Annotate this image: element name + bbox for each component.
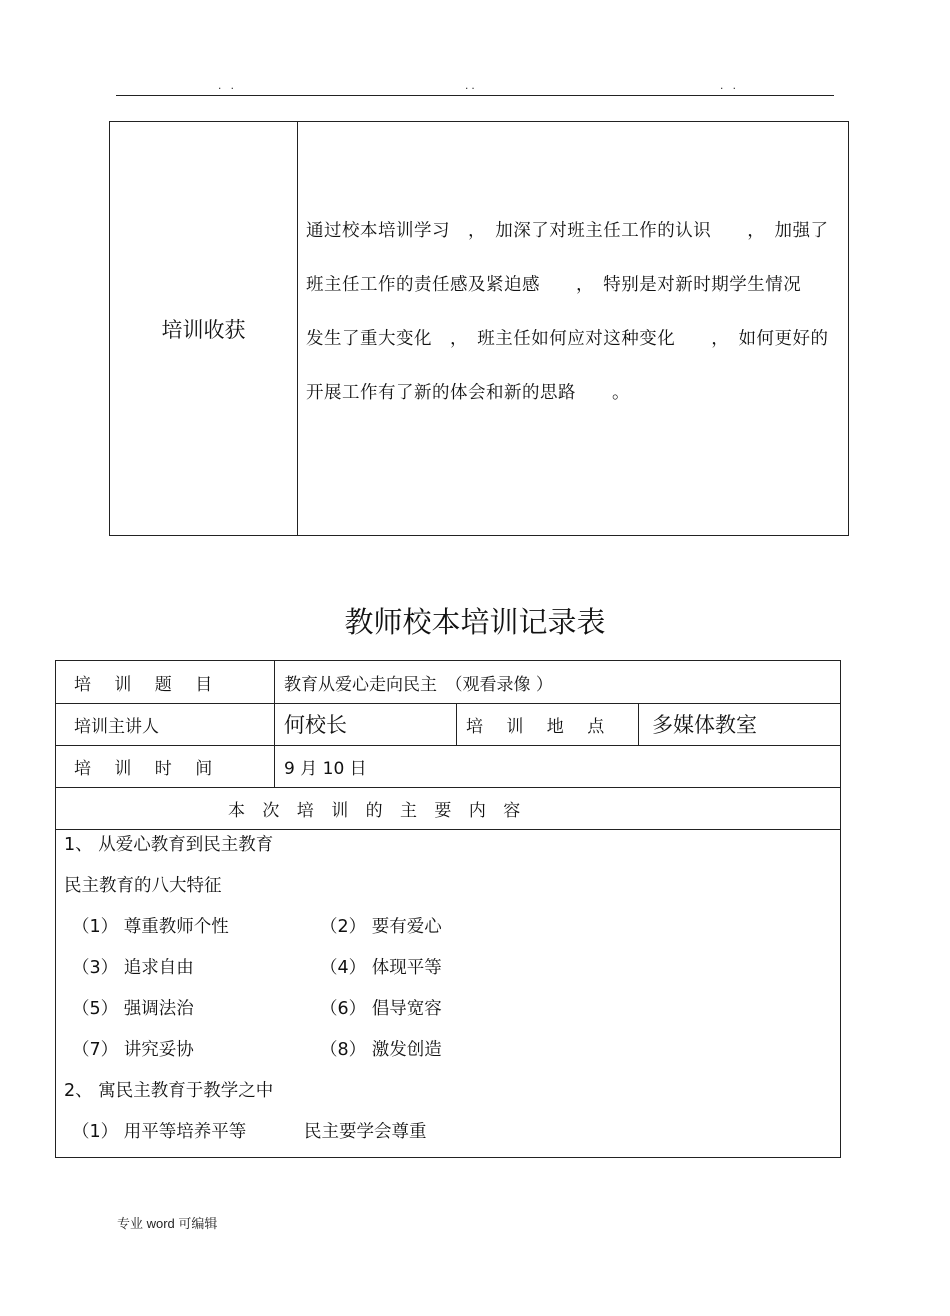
content-item-right: 民主要学会尊重 <box>304 1122 427 1142</box>
footer-note: 专业 word 可编辑 <box>117 1216 218 1231</box>
topic-label: 培 训 题 目 <box>74 674 222 695</box>
feature-item: （7） 讲究妥协 <box>72 1040 194 1060</box>
topic-value: 教育从爱心走向民主 （观看录像 ） <box>284 674 553 695</box>
training-result-line: 班主任工作的责任感及紧迫感 ， 特别是对新时期学生情况 <box>306 275 802 295</box>
time-label: 培 训 时 间 <box>74 758 222 779</box>
location-value: 多媒体教室 <box>652 713 757 737</box>
col-divider <box>274 661 275 787</box>
content-subheading: 民主教育的八大特征 <box>64 876 222 896</box>
location-label: 培 训 地 点 <box>466 716 614 737</box>
feature-item: （8） 激发创造 <box>320 1040 442 1060</box>
content-header: 本 次 培 训 的 主 要 内 容 <box>228 800 527 821</box>
content-heading-1: 1、 从爱心教育到民主教育 <box>64 835 274 855</box>
record-title: 教师校本培训记录表 <box>344 605 606 639</box>
row-divider <box>56 829 840 830</box>
training-result-line: 通过校本培训学习 ， 加深了对班主任工作的认识 ， 加强了 <box>306 221 829 241</box>
feature-item: （1） 尊重教师个性 <box>72 917 229 937</box>
feature-item: （6） 倡导宽容 <box>320 999 442 1019</box>
header-mark-left: . . <box>218 78 238 92</box>
training-result-text <box>306 204 841 420</box>
time-value: 9 月 10 日 <box>284 758 367 779</box>
speaker-label: 培训主讲人 <box>74 716 159 737</box>
training-result-table <box>109 121 849 536</box>
feature-item: （5） 强调法治 <box>72 999 194 1019</box>
feature-item: （2） 要有爱心 <box>320 917 442 937</box>
feature-item: （3） 追求自由 <box>72 958 194 978</box>
feature-item: （4） 体现平等 <box>320 958 442 978</box>
col-divider <box>456 703 457 745</box>
training-result-line: 开展工作有了新的体会和新的思路 。 <box>306 383 630 403</box>
header-mark-center: .. <box>465 78 478 92</box>
header-mark-right: . . <box>720 78 740 92</box>
content-heading-2: 2、 寓民主教育于教学之中 <box>64 1081 274 1101</box>
col-divider <box>638 703 639 745</box>
training-result-label: 培训收获 <box>110 122 298 535</box>
header-rule <box>116 95 834 96</box>
speaker-value: 何校长 <box>284 713 347 737</box>
content-item-left: （1） 用平等培养平等 <box>72 1122 247 1142</box>
training-result-line: 发生了重大变化 ， 班主任如何应对这种变化 ， 如何更好的 <box>306 329 829 349</box>
training-record-table <box>55 660 841 1158</box>
